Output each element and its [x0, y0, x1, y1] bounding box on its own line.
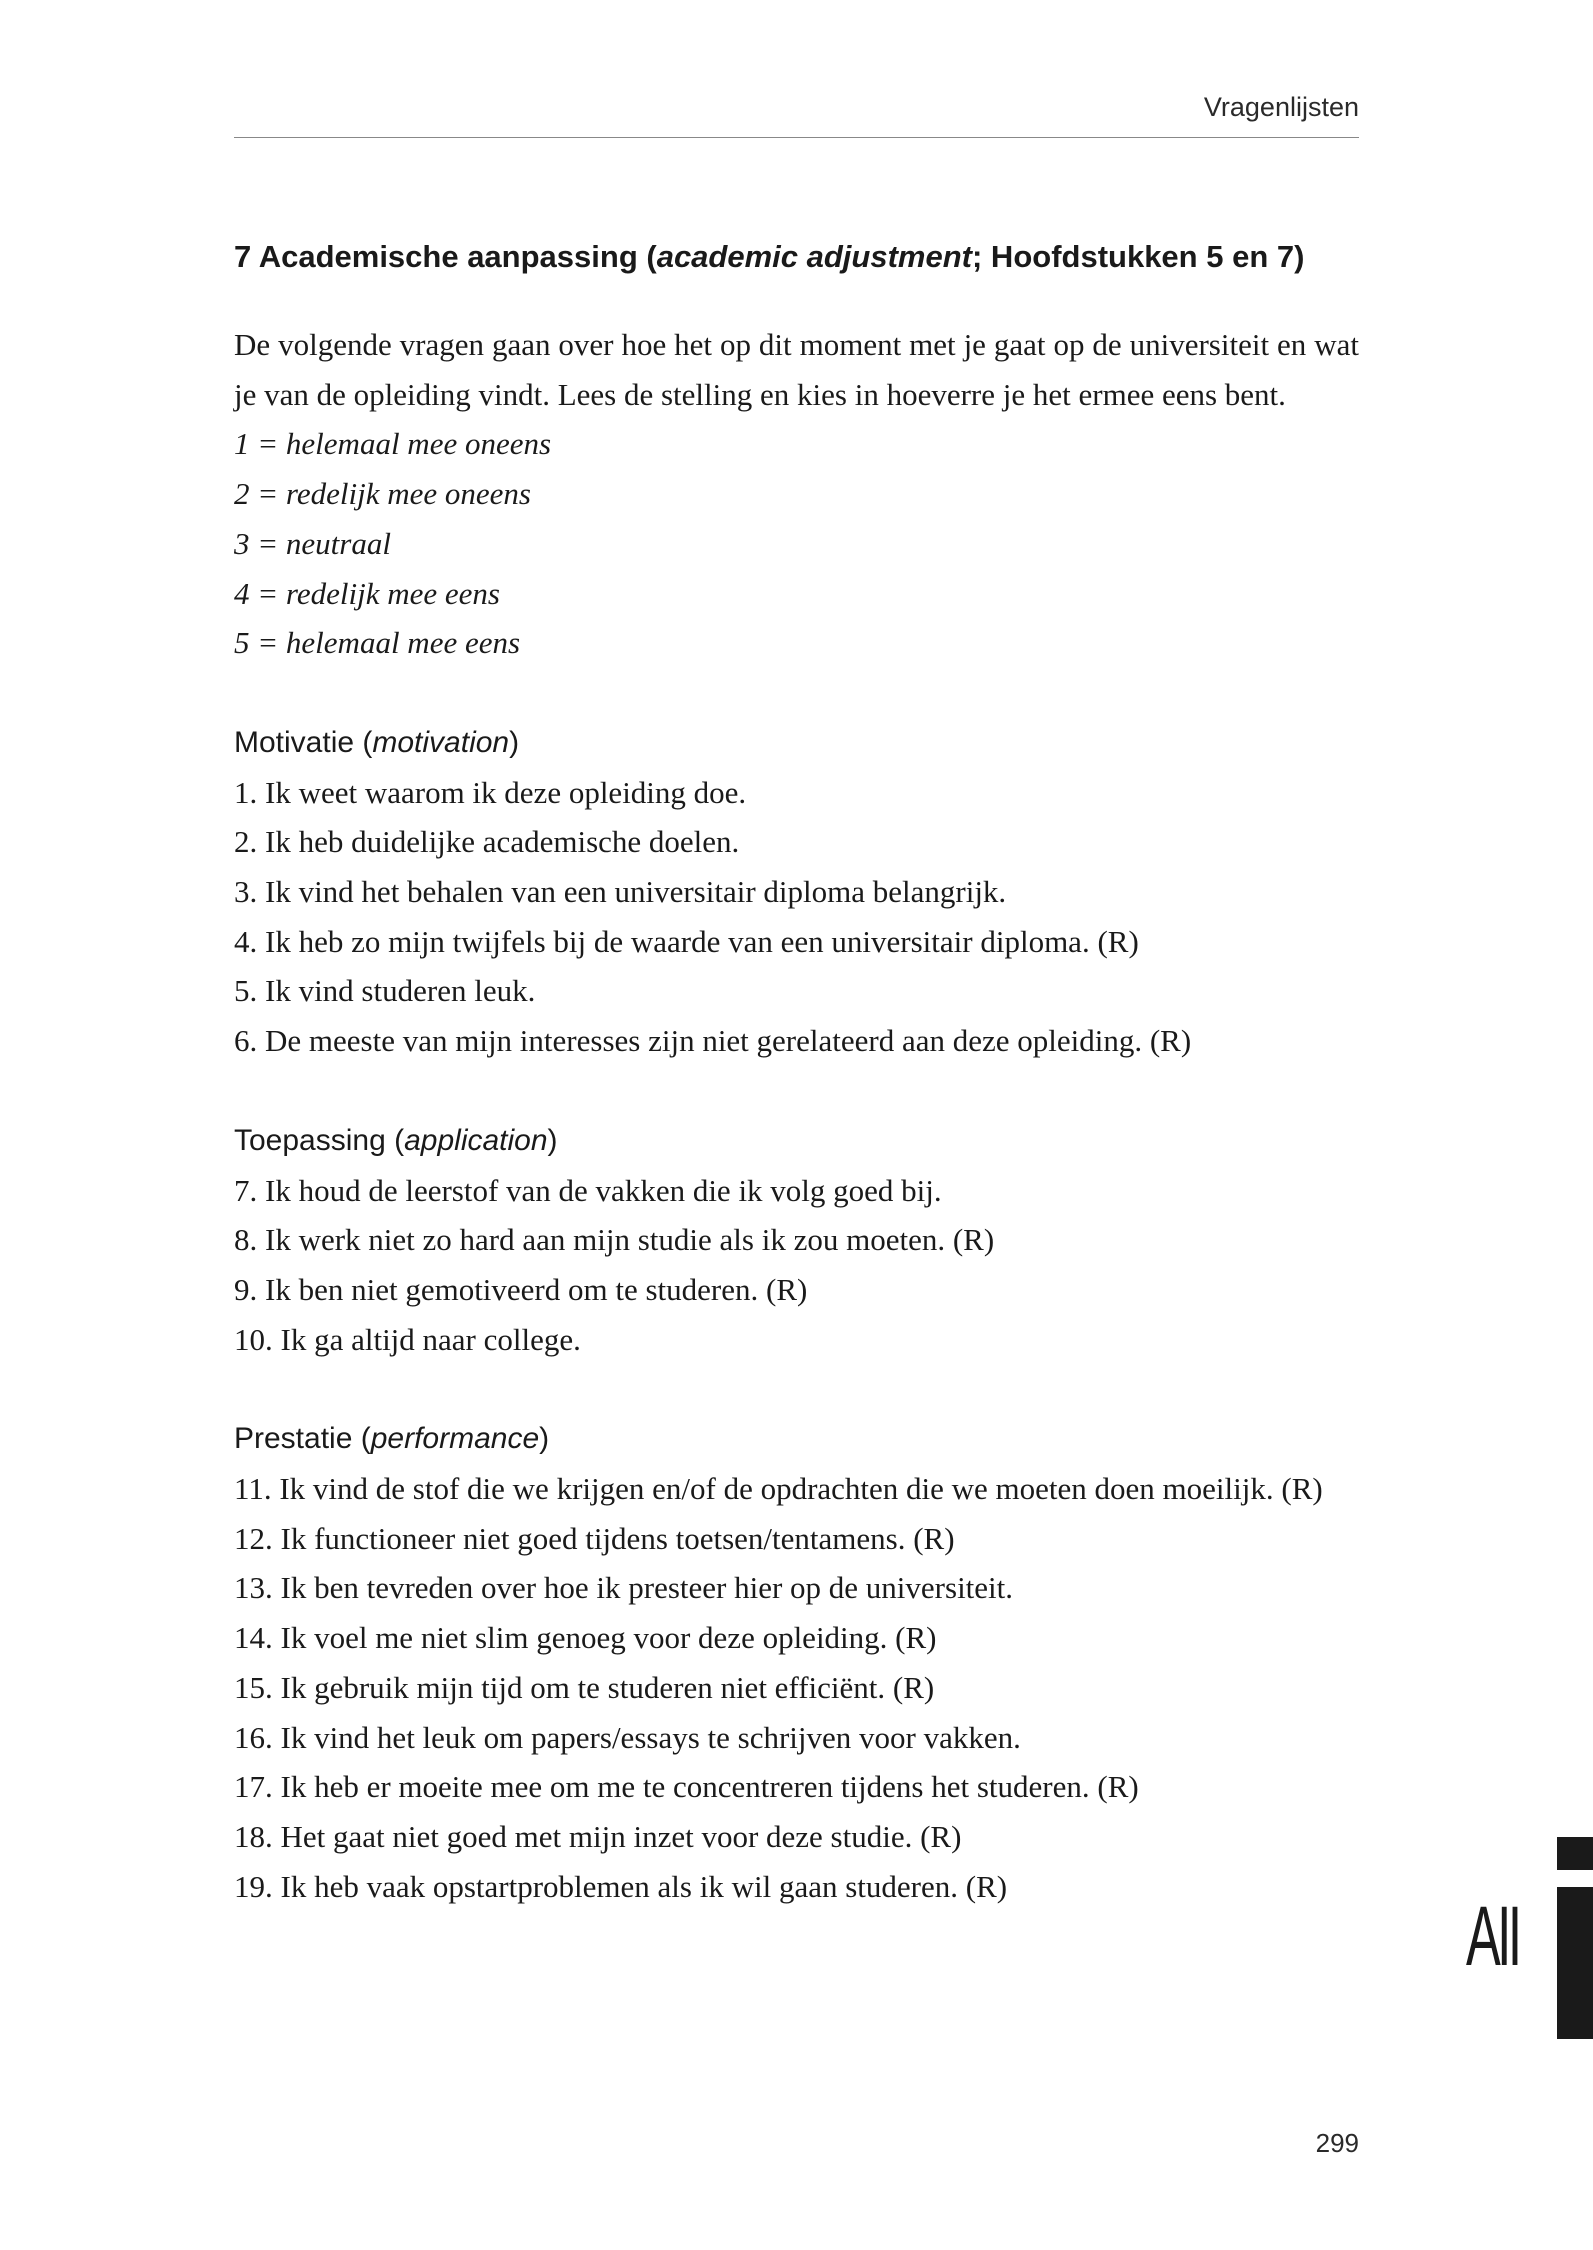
appendix-tab-label: AII [1466, 1889, 1519, 1983]
question-item: 12. Ik functioneer niet goed tijdens toetsen/tentamens. (R) [234, 1520, 955, 1556]
question-item: 16. Ik vind het leuk om papers/essays te schrijven voor vakken. [234, 1719, 1021, 1755]
section-title-pre: 7 Academische aanpassing ( [234, 239, 657, 274]
question-item: 6. De meeste van mijn interesses zijn niet gerelateerd aan deze opleiding. (R) [234, 1023, 1192, 1059]
question-item: 10. Ik ga altijd naar college. [234, 1321, 581, 1357]
section-title [234, 236, 1359, 278]
header-rule [234, 137, 1359, 138]
question-item: 15. Ik gebruik mijn tijd om te studeren niet efficiënt. (R) [234, 1669, 935, 1705]
question-item: 5. Ik vind studeren leuk. [234, 973, 536, 1009]
application-items [234, 1166, 1359, 1365]
question-item: 9. Ik ben niet gemotiveerd om te studeren. (R) [234, 1271, 808, 1307]
question-item: 4. Ik heb zo mijn twijfels bij de waarde van een universitair diploma. (R) [234, 923, 1139, 959]
subheading-label: Motivatie [234, 725, 355, 759]
subheading-motivation: Motivatie (motivation) [234, 725, 520, 759]
scale-option: 2 = redelijk mee oneens [234, 476, 531, 512]
subheading-performance: Prestatie (performance) [234, 1422, 550, 1456]
subheading-english: application [404, 1123, 548, 1157]
scale-option: 1 = helemaal mee oneens [234, 426, 552, 462]
scale-option: 4 = redelijk mee eens [234, 575, 500, 611]
scale-option: 3 = neutraal [234, 525, 391, 561]
question-item: 18. Het gaat niet goed met mijn inzet voor deze studie. (R) [234, 1818, 962, 1854]
thumb-tab-bar [1557, 1887, 1593, 2039]
scale-option: 5 = helemaal mee eens [234, 625, 521, 661]
question-item: 17. Ik heb er moeite mee om me te concentreren tijdens het studeren. (R) [234, 1769, 1139, 1805]
question-item: 19. Ik heb vaak opstartproblemen als ik wil gaan studeren. (R) [234, 1868, 1008, 1904]
section-title-post: ; Hoofdstukken 5 en 7) [972, 239, 1305, 274]
question-item: 14. Ik voel me niet slim genoeg voor deze opleiding. (R) [234, 1620, 937, 1656]
subheading-english: motivation [372, 725, 510, 759]
subheading-english: performance [370, 1422, 540, 1456]
page-content [234, 236, 1359, 1911]
question-item: 3. Ik vind het behalen van een universitair diploma belangrijk. [234, 874, 1007, 910]
intro-paragraph: De volgende vragen gaan over hoe het op dit moment met je gaat op de universiteit en wat je van de opleiding vindt. Lees de stelling en kies in hoeverre je het ermee eens bent. [234, 327, 1359, 412]
motivation-items [234, 768, 1359, 1066]
question-item: 13. Ik ben tevreden over hoe ik presteer hier op de universiteit. [234, 1570, 1014, 1606]
question-item: 7. Ik houd de leerstof van de vakken die ik volg goed bij. [234, 1172, 942, 1208]
page-number: 299 [1315, 2128, 1359, 2158]
running-head: Vragenlijsten [1203, 92, 1359, 122]
question-item: 8. Ik werk niet zo hard aan mijn studie als ik zou moeten. (R) [234, 1222, 995, 1258]
question-item: 2. Ik heb duidelijke academische doelen. [234, 824, 740, 860]
thumb-tab-marker [1557, 1837, 1593, 1870]
answer-scale [234, 419, 1359, 668]
subheading-label: Prestatie [234, 1422, 353, 1456]
performance-items [234, 1464, 1359, 1911]
section-title-italic: academic adjustment [656, 239, 972, 274]
question-item: 11. Ik vind de stof die we krijgen en/of de opdrachten die we moeten doen moeilijk. (R) [234, 1471, 1323, 1507]
subheading-application: Toepassing (application) [234, 1123, 558, 1157]
subheading-label: Toepassing [234, 1123, 386, 1157]
question-item: 1. Ik weet waarom ik deze opleiding doe. [234, 774, 747, 810]
